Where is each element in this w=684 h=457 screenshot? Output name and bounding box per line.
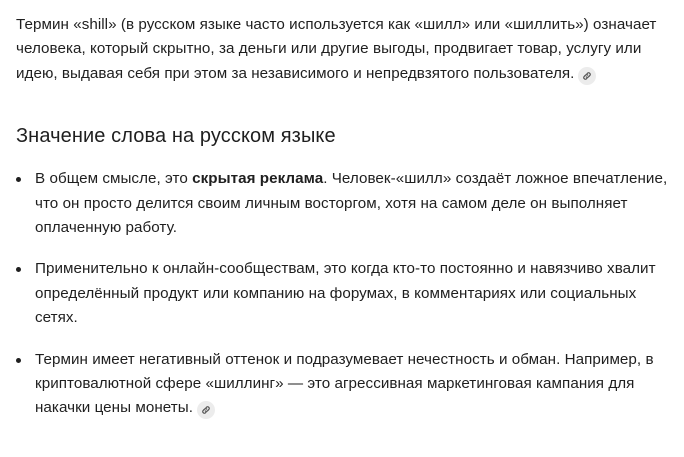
bullet-text: Термин имеет негативный оттенок и подразумевает нечестность и обман. Например, в криптовалютной сфере «шиллинг» — это агрессивная маркетинговая кампания для накачки цены монеты. (35, 350, 654, 417)
section-heading: Значение слова на русском языке (16, 125, 336, 148)
bullet-text-after: . Человек-«шилл» создаёт ложное впечатление, что он просто делится своим личным восторгом, хотя на самом деле он выполняет оплаченную работу. (35, 170, 668, 237)
bullet-text: Применительно к онлайн-сообществам, это когда кто-то постоянно и навязчиво хвалит определённый продукт или компанию на форумах, в комментариях или социальных сетях. (35, 260, 656, 327)
bullet-bold-text: скрытая реклама (192, 170, 324, 188)
source-link-button[interactable] (578, 67, 596, 85)
bullet-list (16, 167, 668, 421)
bullet-text-before: В общем смысле, это (35, 170, 193, 188)
list-item (16, 257, 668, 330)
list-item (16, 167, 668, 240)
intro-paragraph (16, 13, 668, 86)
link-icon (201, 405, 211, 415)
link-icon (582, 71, 592, 81)
list-item (16, 348, 668, 421)
source-link-button[interactable] (197, 401, 215, 419)
intro-text: Термин «shill» (в русском языке часто используется как «шилл» или «шиллить») означает человека, который скрытно, за деньги или другие выгоды, продвигает товар, услугу или идею, выдавая себя при этом за независимого и непредвзятого пользователя. (16, 16, 657, 82)
